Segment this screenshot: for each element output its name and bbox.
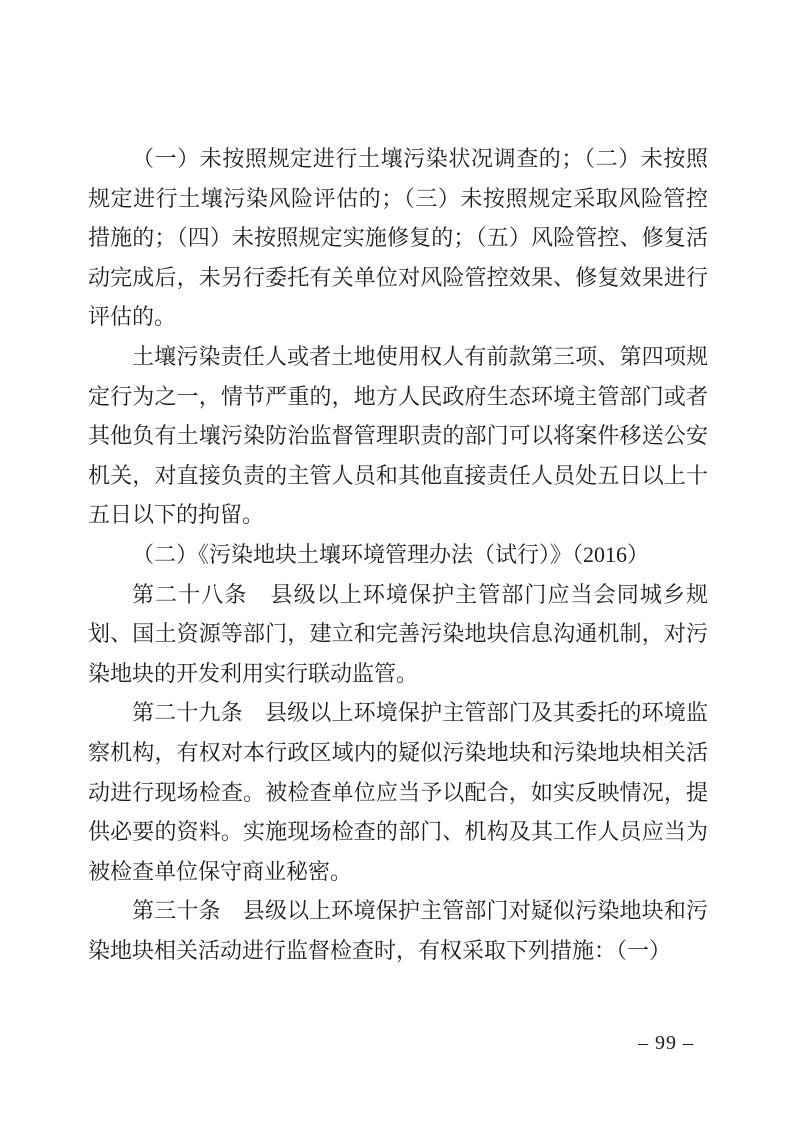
body-paragraph: （一）未按照规定进行土壤污染状况调查的；（二）未按照规定进行土壤污染风险评估的；（三）未按照规定采取风险管控措施的；（四）未按照规定实施修复的；（五）风险管控、修复活动完成后，未另行委托有关单位对风险管控效果、修复效果进行评估的。	[88, 146, 708, 330]
body-paragraph: 第二十九条 县级以上环境保护主管部门及其委托的环境监察机构，有权对本行政区域内的疑似污染地块和污染地块相关活动进行现场检查。被检查单位应当予以配合，如实反映情况，提供必要的资料。实施现场检查的部门、机构及其工作人员应当为被检查单位保守商业秘密。	[88, 700, 708, 884]
document-body	[88, 139, 708, 970]
body-paragraph: 第二十八条 县级以上环境保护主管部门应当会同城乡规划、国土资源等部门，建立和完善污染地块信息沟通机制，对污染地块的开发利用实行联动监管。	[88, 581, 708, 686]
body-paragraph: （二）《污染地块土壤环境管理办法（试行）》（2016）	[132, 541, 650, 567]
body-paragraph: 第三十条 县级以上环境保护主管部门对疑似污染地块和污染地块相关活动进行监督检查时，有权采取下列措施：（一）	[88, 898, 708, 963]
body-paragraph: 土壤污染责任人或者土地使用权人有前款第三项、第四项规定行为之一，情节严重的，地方人民政府生态环境主管部门或者其他负有土壤污染防治监督管理职责的部门可以将案件移送公安机关，对直接负责的主管人员和其他直接责任人员处五日以上十五日以下的拘留。	[88, 343, 708, 528]
page-number: – 99 –	[638, 1032, 694, 1054]
